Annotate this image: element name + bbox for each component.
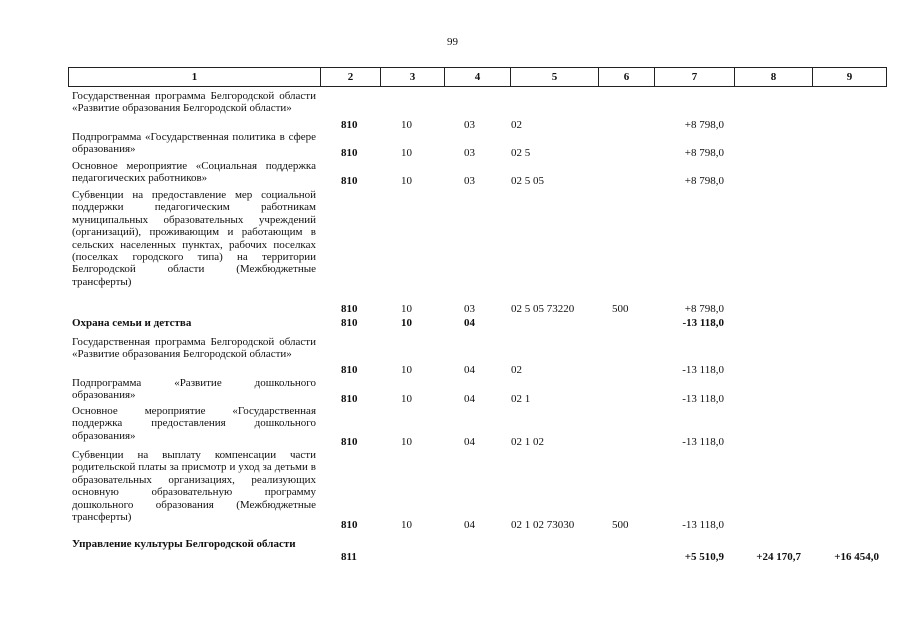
row-amount-1: -13 118,0: [682, 436, 724, 448]
row-code-subsection: 04: [464, 519, 475, 531]
header-col-1: 1: [69, 68, 321, 87]
row-code-section: 10: [401, 436, 412, 448]
row-code-section: 10: [401, 175, 412, 187]
column-header-table: [68, 67, 887, 87]
row-amount-1: +8 798,0: [684, 119, 724, 131]
row-code-target: 02: [511, 119, 522, 131]
row-description: Охрана семьи и детства: [72, 317, 192, 329]
header-col-7: 7: [655, 68, 735, 87]
header-col-2: 2: [321, 68, 381, 87]
row-code-section: 10: [401, 364, 412, 376]
row-description: Управление культуры Белгородской области: [72, 538, 296, 550]
row-code-ministry: 810: [341, 175, 358, 187]
row-code-section: 10: [401, 147, 412, 159]
header-col-6: 6: [599, 68, 655, 87]
row-description: Основное мероприятие «Социальная поддержка педагогических работников»: [72, 160, 316, 185]
header-col-5: 5: [511, 68, 599, 87]
row-amount-1: -13 118,0: [682, 317, 724, 329]
row-amount-1: +8 798,0: [684, 147, 724, 159]
row-code-subsection: 04: [464, 364, 475, 376]
row-amount-1: -13 118,0: [682, 519, 724, 531]
row-description: Подпрограмма «Развитие дошкольного образования»: [72, 377, 316, 402]
header-col-8: 8: [735, 68, 813, 87]
row-amount-1: -13 118,0: [682, 364, 724, 376]
row-code-ministry: 810: [341, 364, 358, 376]
row-code-target: 02 1: [511, 393, 531, 405]
row-code-expense-type: 500: [612, 303, 629, 315]
row-code-ministry: 810: [341, 147, 358, 159]
row-description: Субвенции на предоставление мер социальной поддержки педагогическим работникам муниципальных образовательных учреждений (организаций), проживающим и работающим в сельских населенных пунктах, рабочих поселках (поселках городского типа) на территории Белгородской области (Межбюджетные трансферты): [72, 189, 316, 288]
row-code-subsection: 03: [464, 147, 475, 159]
row-code-section: 10: [401, 393, 412, 405]
row-amount-1: +8 798,0: [684, 303, 724, 315]
row-code-subsection: 03: [464, 119, 475, 131]
row-code-subsection: 04: [464, 317, 475, 329]
row-code-target: 02: [511, 364, 522, 376]
row-code-section: 10: [401, 317, 412, 329]
row-amount-1: -13 118,0: [682, 393, 724, 405]
row-code-ministry: 810: [341, 119, 358, 131]
row-code-target: 02 1 02: [511, 436, 544, 448]
row-code-subsection: 03: [464, 303, 475, 315]
header-col-3: 3: [381, 68, 445, 87]
row-amount-1: +8 798,0: [684, 175, 724, 187]
row-description: Подпрограмма «Государственная политика в сфере образования»: [72, 131, 316, 156]
row-code-subsection: 04: [464, 393, 475, 405]
row-code-ministry: 810: [341, 303, 358, 315]
row-code-target: 02 1 02 73030: [511, 519, 575, 531]
row-code-target: 02 5: [511, 147, 531, 159]
row-code-ministry: 810: [341, 519, 358, 531]
row-code-ministry: 810: [341, 393, 358, 405]
header-col-9: 9: [813, 68, 887, 87]
row-code-target: 02 5 05 73220: [511, 303, 575, 315]
row-amount-1: +5 510,9: [684, 551, 724, 563]
row-amount-3: +16 454,0: [834, 551, 879, 563]
row-code-target: 02 5 05: [511, 175, 544, 187]
row-code-section: 10: [401, 519, 412, 531]
header-row: [69, 68, 887, 87]
row-description: Государственная программа Белгородской области «Развитие образования Белгородской области»: [72, 336, 316, 361]
row-code-section: 10: [401, 303, 412, 315]
row-code-expense-type: 500: [612, 519, 629, 531]
row-description: Субвенции на выплату компенсации части родительской платы за присмотр и уход за детьми в образовательных организациях, реализующих основную образовательную программу дошкольного образования (Межбюджетные трансферты): [72, 449, 316, 524]
row-code-subsection: 04: [464, 436, 475, 448]
row-code-ministry: 810: [341, 317, 358, 329]
row-amount-2: +24 170,7: [756, 551, 801, 563]
row-description: Основное мероприятие «Государственная поддержка предоставления дошкольного образования»: [72, 405, 316, 442]
header-col-4: 4: [445, 68, 511, 87]
row-description: Государственная программа Белгородской области «Развитие образования Белгородской области»: [72, 90, 316, 115]
row-code-ministry: 811: [341, 551, 357, 563]
page-number: 99: [447, 36, 458, 48]
row-code-ministry: 810: [341, 436, 358, 448]
row-code-section: 10: [401, 119, 412, 131]
row-code-subsection: 03: [464, 175, 475, 187]
